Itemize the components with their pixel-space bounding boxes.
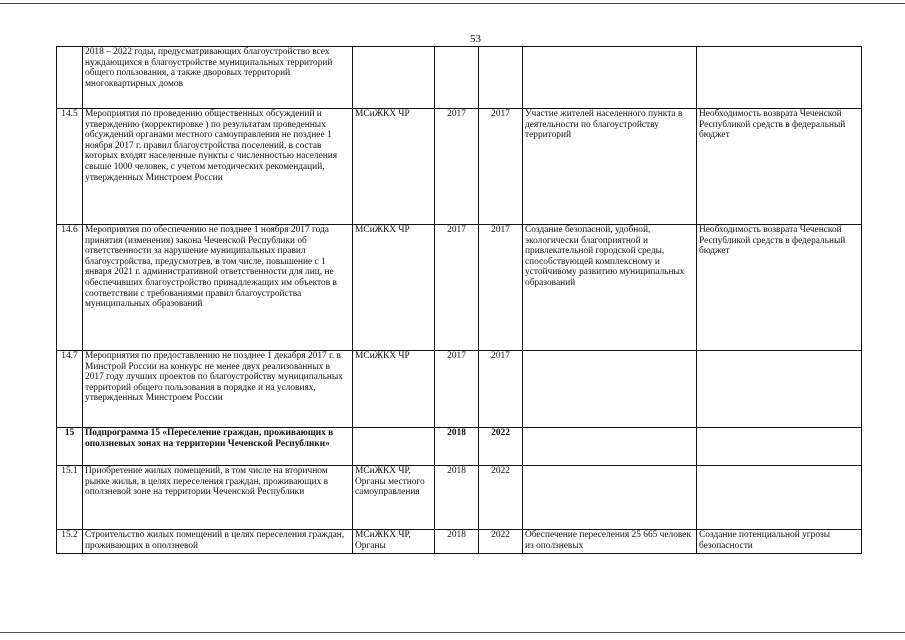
result-cell	[523, 428, 697, 466]
end-year-cell: 2017	[479, 109, 523, 225]
executor-cell: МСиЖКХ ЧР	[353, 109, 435, 225]
start-year-cell: 2018	[435, 530, 479, 554]
end-year-cell: 2017	[479, 351, 523, 428]
activity-cell: Строительство жилых помещений в целях переселения граждан, проживающих в оползневой	[83, 530, 353, 554]
page-number: 53	[470, 33, 481, 45]
table-row	[57, 466, 862, 530]
end-year-cell: 2022	[479, 530, 523, 554]
start-year-cell: 2018	[435, 466, 479, 530]
activity-cell: Мероприятия по предоставлению не позднее 1 декабря 2017 г. в Минстрой России на конкурс не менее двух реализованных в 2017 году лучших проектов по благоустройству муниципальных территорий общего пользования в порядке и на условиях, утвержденных Минстроем России	[83, 351, 353, 428]
result-cell: Участие жителей населенного пункта в деятельности по благоустройству территорий	[523, 109, 697, 225]
row-number: 14.5	[57, 109, 83, 225]
consequence-cell: Создание потенциальной угрозы безопасности	[697, 530, 862, 554]
consequence-cell	[697, 466, 862, 530]
row-number: 14.6	[57, 225, 83, 351]
program-activities-table	[56, 46, 862, 554]
table-row	[57, 351, 862, 428]
table-row	[57, 530, 862, 554]
row-number: 15	[57, 428, 83, 466]
end-year-cell: 2017	[479, 225, 523, 351]
row-number: 15.2	[57, 530, 83, 554]
consequence-cell	[697, 351, 862, 428]
start-year-cell	[435, 47, 479, 109]
end-year-cell	[479, 47, 523, 109]
table-row	[57, 109, 862, 225]
executor-cell	[353, 47, 435, 109]
row-number: 14.7	[57, 351, 83, 428]
row-number: 15.1	[57, 466, 83, 530]
executor-cell	[353, 428, 435, 466]
consequence-cell	[697, 47, 862, 109]
executor-cell: МСиЖКХ ЧР	[353, 225, 435, 351]
top-scan-border	[0, 3, 905, 4]
start-year-cell: 2018	[435, 428, 479, 466]
activity-cell: Мероприятия по проведению общественных обсуждений и утверждению (корректировке ) по результатам проведенных обсуждений органами местного самоуправления не позднее 1 ноября 2017 г. правил благоустройства поселений, в состав которых входят населенные пункты с численностью населения свыше 1000 человек, с учетом методических рекомендаций, утвержденных Минстроем России	[83, 109, 353, 225]
consequence-cell	[697, 428, 862, 466]
subprogram-row	[57, 428, 862, 466]
result-cell: Обеспечение переселения 25 665 человек из оползневых	[523, 530, 697, 554]
executor-cell: МСиЖКХ ЧР, Органы	[353, 530, 435, 554]
start-year-cell: 2017	[435, 351, 479, 428]
row-number	[57, 47, 83, 109]
end-year-cell: 2022	[479, 466, 523, 530]
activity-cell: 2018 – 2022 годы, предусматривающих благоустройство всех нуждающихся в благоустройстве муниципальных территорий общего пользования, а также дворовых территорий многоквартирных домов	[83, 47, 353, 109]
result-cell	[523, 351, 697, 428]
activity-cell: Подпрограмма 15 «Переселение граждан, проживающих в оползневых зонах на территории Чеченской Республики»	[83, 428, 353, 466]
executor-cell: МСиЖКХ ЧР	[353, 351, 435, 428]
activity-cell: Мероприятия по обеспечению не позднее 1 ноября 2017 года принятия (изменения) закона Чеченской Республики об ответственности за нарушение муниципальных правил благоустройства, предусмотрев, в том числе, повышение с 1 января 2021 г. административной ответственности для лиц, не обеспечивших благоустройство принадлежащих им объектов в соответствии с требованиями правил благоустройства муниципальных образований	[83, 225, 353, 351]
executor-cell: МСиЖКХ ЧР, Органы местного самоуправления	[353, 466, 435, 530]
consequence-cell: Необходимость возврата Чеченской Республикой средств в федеральный бюджет	[697, 225, 862, 351]
result-cell	[523, 47, 697, 109]
activity-cell: Приобретение жилых помещений, в том числе на вторичном рынке жилья, в целях переселения граждан, проживающих в оползневой зоне на территории Чеченской Республики	[83, 466, 353, 530]
table-row	[57, 47, 862, 109]
start-year-cell: 2017	[435, 225, 479, 351]
result-cell	[523, 466, 697, 530]
end-year-cell: 2022	[479, 428, 523, 466]
table-row	[57, 225, 862, 351]
bottom-scan-border	[0, 632, 905, 633]
result-cell: Создание безопасной, удобной, экологически благоприятной и привлекательной городской среды, способствующей комплексному и устойчивому развитию муниципальных образований	[523, 225, 697, 351]
start-year-cell: 2017	[435, 109, 479, 225]
consequence-cell: Необходимость возврата Чеченской Республикой средств в федеральный бюджет	[697, 109, 862, 225]
